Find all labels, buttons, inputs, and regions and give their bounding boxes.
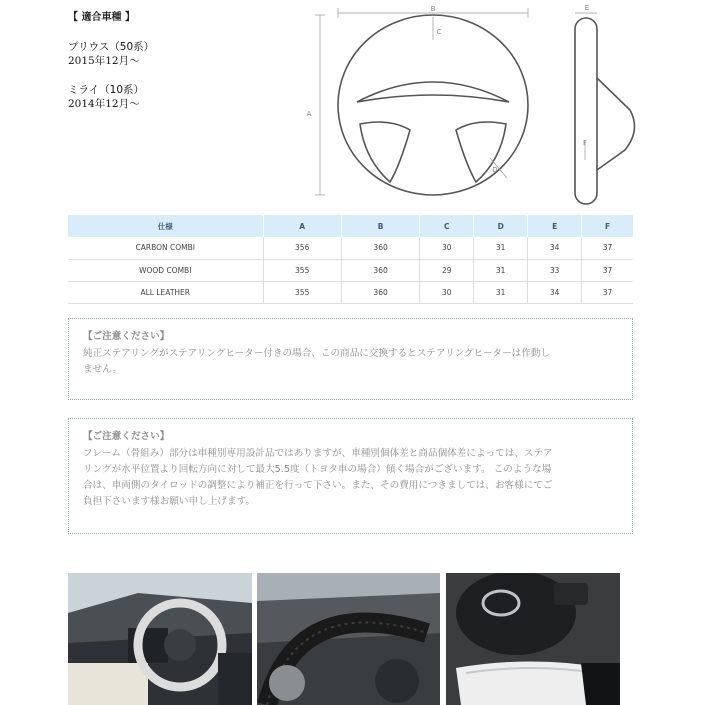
notice-line: 負担下さいます様お願い申し上げます。 <box>83 496 255 507</box>
diagram-label-f: F <box>582 139 588 147</box>
col-header: A <box>263 215 341 237</box>
wheel-side-hub <box>597 78 634 170</box>
diagram-label-e: E <box>584 4 590 12</box>
table-cell: ALL LEATHER <box>68 281 263 303</box>
table-cell: 34 <box>528 237 582 259</box>
col-header: D <box>474 215 528 237</box>
table-cell: 37 <box>582 259 633 281</box>
table-cell: 31 <box>474 259 528 281</box>
steering-dimension-diagram <box>295 0 645 212</box>
table-cell: 31 <box>474 281 528 303</box>
notice-frame-tilt <box>68 418 633 534</box>
notice-line: ません。 <box>83 364 122 375</box>
table-cell: 29 <box>420 259 474 281</box>
col-header: F <box>582 215 633 237</box>
notice-line: 純正ステアリングがステアリングヒーター付きの場合、この商品に交換するとステアリングヒーターは作動し <box>83 348 551 359</box>
col-header: E <box>528 215 582 237</box>
table-cell: 31 <box>474 237 528 259</box>
vehicle-prius <box>68 40 154 68</box>
diagram-label-a: A <box>306 110 312 118</box>
fitment-heading: 【 適合車種 】 <box>68 12 135 23</box>
table-row <box>68 281 633 303</box>
photo-wheel-closeup <box>446 573 620 705</box>
table-header-row <box>68 215 633 237</box>
table-cell: 356 <box>263 237 341 259</box>
vehicle-name: プリウス（50系） <box>68 41 155 53</box>
table-row <box>68 237 633 259</box>
table-cell: 30 <box>420 237 474 259</box>
table-cell: 360 <box>341 259 419 281</box>
photo-interior-cockpit <box>68 573 252 705</box>
table-cell: 30 <box>420 281 474 303</box>
diagram-label-b: B <box>430 5 436 13</box>
vehicle-mirai <box>68 83 144 111</box>
table-cell: 355 <box>263 259 341 281</box>
wheel-spoke-top <box>357 82 509 102</box>
notice-line: リングが水平位置より回転方向に対して最大5.5度（トヨタ車の場合）傾く場合がございます。 このような場 <box>83 464 552 475</box>
spec-table <box>68 215 633 304</box>
table-cell: 360 <box>341 281 419 303</box>
col-header: 仕様 <box>68 215 263 237</box>
table-row <box>68 259 633 281</box>
wheel-spoke-left <box>360 122 410 182</box>
table-cell: WOOD COMBI <box>68 259 263 281</box>
col-header: C <box>420 215 474 237</box>
table-cell: 33 <box>528 259 582 281</box>
wheel-outer-rim <box>338 15 528 195</box>
table-cell: 360 <box>341 237 419 259</box>
wheel-spoke-right <box>456 122 506 182</box>
notice-line: 合は、車両側のタイロッドの調整により補正を行って下さい。また、その費用につきましては、お客様にてご <box>83 480 553 491</box>
wheel-side-rim <box>575 18 597 204</box>
notice-title: 【ご注意ください】 <box>83 431 170 442</box>
col-header: B <box>341 215 419 237</box>
notice-title: 【ご注意ください】 <box>83 331 170 342</box>
diagram-label-d: D <box>492 166 498 174</box>
notice-steering-heater <box>68 318 633 400</box>
table-cell: CARBON COMBI <box>68 237 263 259</box>
diagram-label-c: C <box>436 28 442 36</box>
vehicle-name: ミライ（10系） <box>68 84 145 96</box>
vehicle-date: 2015年12月～ <box>68 55 140 67</box>
table-cell: 37 <box>582 237 633 259</box>
vehicle-date: 2014年12月～ <box>68 98 140 110</box>
table-cell: 34 <box>528 281 582 303</box>
table-cell: 355 <box>263 281 341 303</box>
table-cell: 37 <box>582 281 633 303</box>
photo-carbon-wheel <box>257 573 440 705</box>
notice-line: フレーム（骨組み）部分は車種別専用設計品ではありますが、車種別個体差と商品個体差によっては、ステア <box>83 448 553 459</box>
